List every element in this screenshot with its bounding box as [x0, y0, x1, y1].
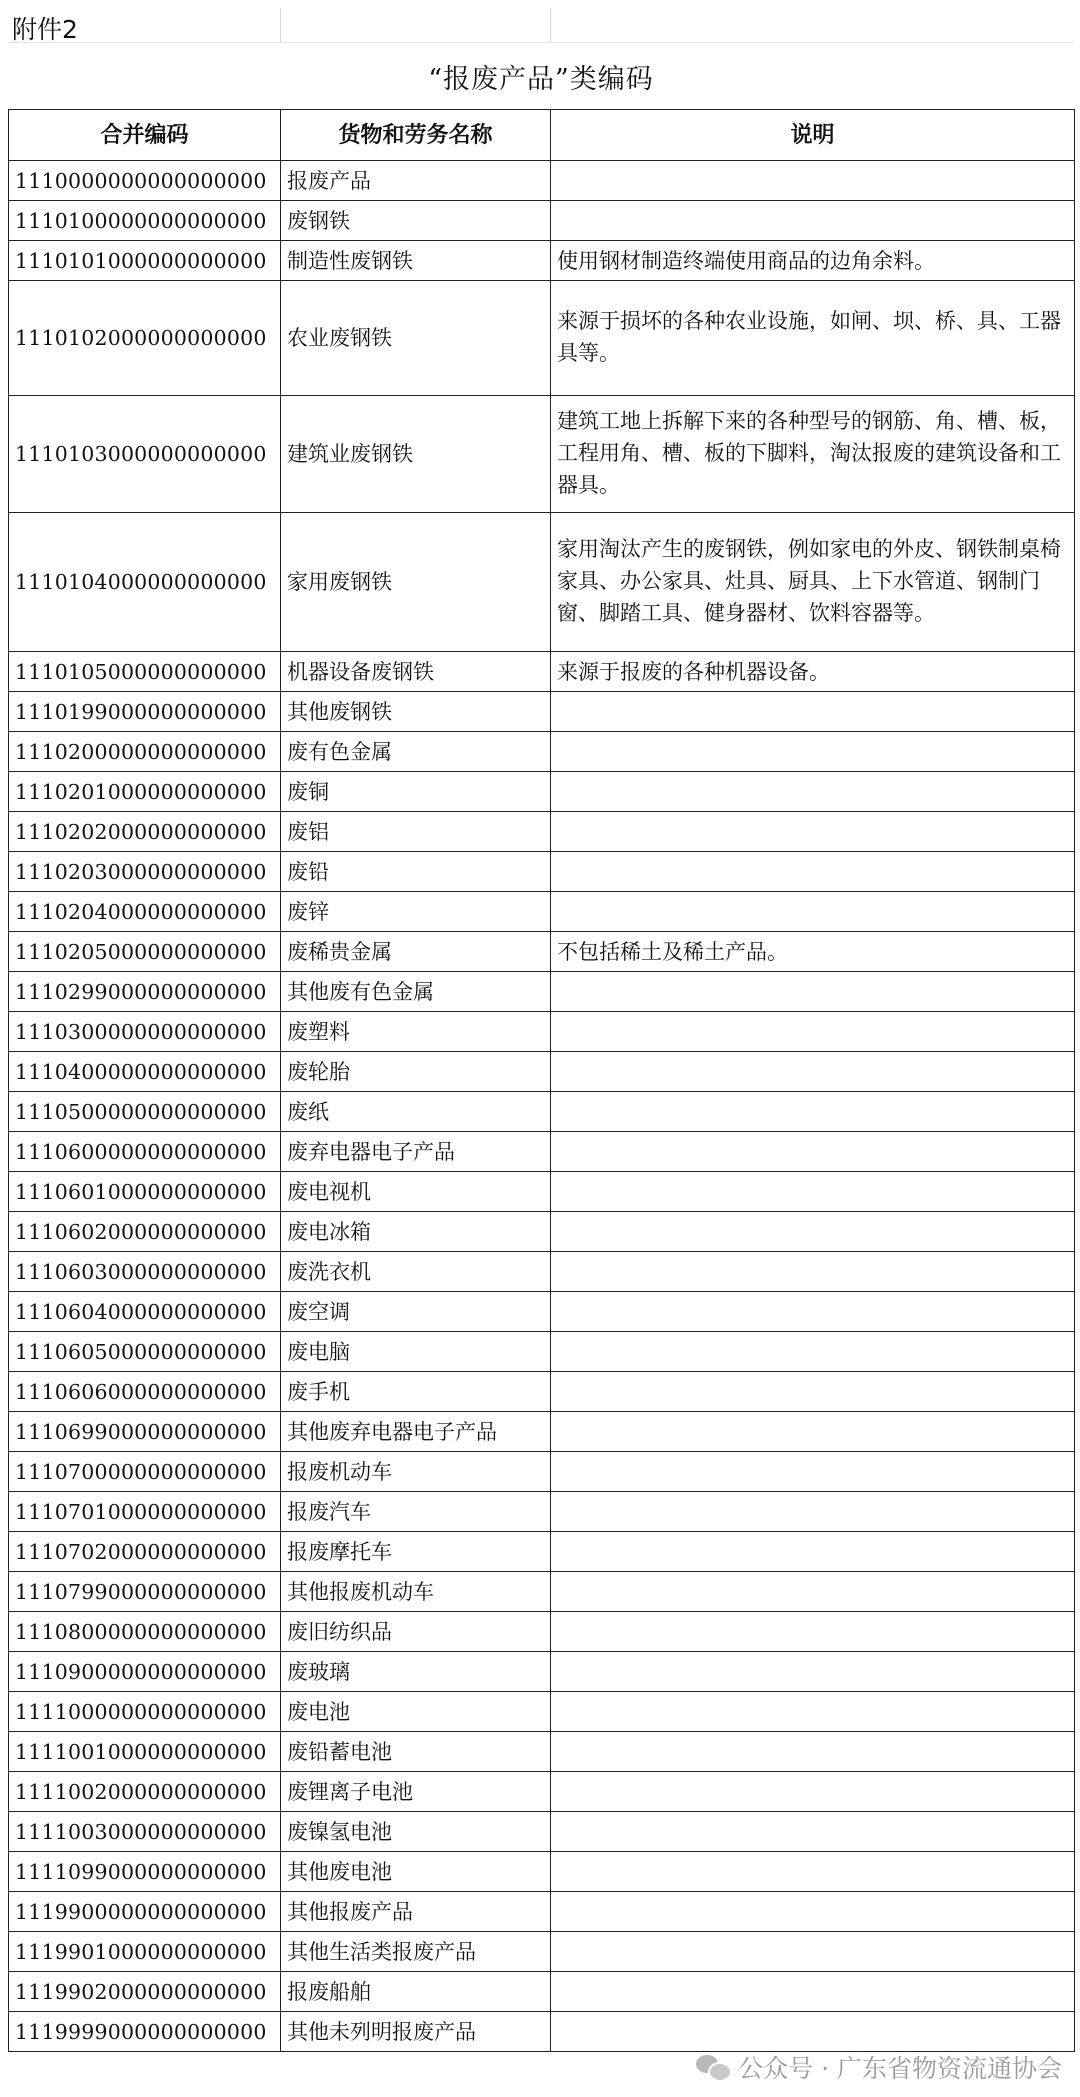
code-cell: 1119901000000000000 — [9, 1932, 281, 1972]
name-cell: 废玻璃 — [281, 1652, 551, 1692]
table-row — [9, 513, 1075, 652]
name-cell: 废空调 — [281, 1292, 551, 1332]
note-cell: 来源于损坏的各种农业设施，如闸、坝、桥、具、工器具等。 — [551, 281, 1075, 396]
note-cell — [551, 1412, 1075, 1452]
table-row — [9, 1812, 1075, 1852]
note-cell — [551, 972, 1075, 1012]
table-row — [9, 1172, 1075, 1212]
table-row — [9, 1012, 1075, 1052]
wechat-icon — [696, 2053, 730, 2081]
code-cell: 1111099000000000000 — [9, 1852, 281, 1892]
note-cell: 不包括稀土及稀土产品。 — [551, 932, 1075, 972]
name-cell: 废旧纺织品 — [281, 1612, 551, 1652]
code-cell: 1110702000000000000 — [9, 1532, 281, 1572]
name-cell: 废纸 — [281, 1092, 551, 1132]
name-cell: 其他废电池 — [281, 1852, 551, 1892]
table-row — [9, 1372, 1075, 1412]
table-row — [9, 1252, 1075, 1292]
code-cell: 1110604000000000000 — [9, 1292, 281, 1332]
header-row — [9, 110, 1075, 161]
note-cell — [551, 1492, 1075, 1532]
table-row — [9, 1572, 1075, 1612]
spreadsheet — [8, 8, 1074, 2052]
code-cell: 1111001000000000000 — [9, 1732, 281, 1772]
table-row — [9, 2012, 1075, 2052]
note-cell — [551, 1132, 1075, 1172]
cell-divider — [280, 8, 281, 42]
name-cell: 报废产品 — [281, 161, 551, 201]
name-cell: 其他报废机动车 — [281, 1572, 551, 1612]
name-cell: 报废摩托车 — [281, 1532, 551, 1572]
table-row — [9, 1932, 1075, 1972]
name-cell: 报废汽车 — [281, 1492, 551, 1532]
note-cell — [551, 892, 1075, 932]
table-row — [9, 1852, 1075, 1892]
table-row — [9, 732, 1075, 772]
name-cell: 报废船舶 — [281, 1972, 551, 2012]
name-cell: 废钢铁 — [281, 201, 551, 241]
name-cell: 机器设备废钢铁 — [281, 652, 551, 692]
code-cell: 1110300000000000000 — [9, 1012, 281, 1052]
note-cell — [551, 1012, 1075, 1052]
name-cell: 其他未列明报废产品 — [281, 2012, 551, 2052]
table-row — [9, 1652, 1075, 1692]
name-cell: 家用废钢铁 — [281, 513, 551, 652]
name-cell: 废塑料 — [281, 1012, 551, 1052]
table-row — [9, 1972, 1075, 2012]
note-cell — [551, 1892, 1075, 1932]
note-cell — [551, 1772, 1075, 1812]
name-cell: 报废机动车 — [281, 1452, 551, 1492]
name-cell: 废锂离子电池 — [281, 1772, 551, 1812]
code-cell: 1111002000000000000 — [9, 1772, 281, 1812]
code-cell: 1110701000000000000 — [9, 1492, 281, 1532]
code-cell: 1110799000000000000 — [9, 1572, 281, 1612]
code-cell: 1110204000000000000 — [9, 892, 281, 932]
name-cell: 其他废有色金属 — [281, 972, 551, 1012]
note-cell: 建筑工地上拆解下来的各种型号的钢筋、角、槽、板，工程用角、槽、板的下脚料，淘汰报废的建筑设备和工器具。 — [551, 396, 1075, 513]
name-cell: 其他废弃电器电子产品 — [281, 1412, 551, 1452]
note-cell — [551, 161, 1075, 201]
code-cell: 1110800000000000000 — [9, 1612, 281, 1652]
note-cell — [551, 1652, 1075, 1692]
note-cell — [551, 201, 1075, 241]
code-cell: 1110900000000000000 — [9, 1652, 281, 1692]
code-cell: 1110103000000000000 — [9, 396, 281, 513]
table-row — [9, 892, 1075, 932]
name-cell: 废镍氢电池 — [281, 1812, 551, 1852]
note-cell: 家用淘汰产生的废钢铁，例如家电的外皮、钢铁制桌椅家具、办公家具、灶具、厨具、上下水管道、钢制门窗、脚踏工具、健身器材、饮料容器等。 — [551, 513, 1075, 652]
cell-divider — [550, 8, 551, 42]
name-cell: 其他废钢铁 — [281, 692, 551, 732]
table-row — [9, 281, 1075, 396]
note-cell — [551, 1052, 1075, 1092]
note-cell — [551, 1572, 1075, 1612]
code-cell: 1110000000000000000 — [9, 161, 281, 201]
attachment-row — [8, 8, 1074, 42]
table-row — [9, 1092, 1075, 1132]
code-cell: 1110700000000000000 — [9, 1452, 281, 1492]
note-cell — [551, 852, 1075, 892]
code-cell: 1119900000000000000 — [9, 1892, 281, 1932]
note-cell — [551, 1972, 1075, 2012]
name-cell: 废铜 — [281, 772, 551, 812]
table-row — [9, 1212, 1075, 1252]
watermark — [696, 2049, 1062, 2085]
table-row — [9, 1132, 1075, 1172]
code-cell: 1110101000000000000 — [9, 241, 281, 281]
code-cell: 1110199000000000000 — [9, 692, 281, 732]
code-cell: 1110600000000000000 — [9, 1132, 281, 1172]
code-cell: 1110202000000000000 — [9, 812, 281, 852]
code-cell: 1110200000000000000 — [9, 732, 281, 772]
table-row — [9, 652, 1075, 692]
table-row — [9, 1772, 1075, 1812]
name-cell: 废铅 — [281, 852, 551, 892]
table-row — [9, 1612, 1075, 1652]
table-row — [9, 241, 1075, 281]
note-cell — [551, 1332, 1075, 1372]
name-cell: 废轮胎 — [281, 1052, 551, 1092]
code-cell: 1110102000000000000 — [9, 281, 281, 396]
code-cell: 1111003000000000000 — [9, 1812, 281, 1852]
table-row — [9, 1292, 1075, 1332]
table-row — [9, 1412, 1075, 1452]
name-cell: 废电脑 — [281, 1332, 551, 1372]
name-cell: 其他报废产品 — [281, 1892, 551, 1932]
note-cell — [551, 1692, 1075, 1732]
note-cell — [551, 1252, 1075, 1292]
name-cell: 废锌 — [281, 892, 551, 932]
table-row — [9, 1332, 1075, 1372]
header-name: 货物和劳务名称 — [281, 110, 551, 161]
code-cell: 1111000000000000000 — [9, 1692, 281, 1732]
code-cell: 1110603000000000000 — [9, 1252, 281, 1292]
note-cell — [551, 772, 1075, 812]
name-cell: 废弃电器电子产品 — [281, 1132, 551, 1172]
code-cell: 1110100000000000000 — [9, 201, 281, 241]
note-cell — [551, 1452, 1075, 1492]
name-cell: 废电视机 — [281, 1172, 551, 1212]
attachment-label: 附件2 — [12, 15, 78, 44]
table-row — [9, 692, 1075, 732]
note-cell: 使用钢材制造终端使用商品的边角余料。 — [551, 241, 1075, 281]
code-cell: 1110500000000000000 — [9, 1092, 281, 1132]
note-cell — [551, 1812, 1075, 1852]
code-cell: 1110104000000000000 — [9, 513, 281, 652]
code-cell: 1110400000000000000 — [9, 1052, 281, 1092]
note-cell — [551, 812, 1075, 852]
name-cell: 农业废钢铁 — [281, 281, 551, 396]
table-row — [9, 161, 1075, 201]
note-cell — [551, 1172, 1075, 1212]
note-cell — [551, 1932, 1075, 1972]
note-cell — [551, 1212, 1075, 1252]
code-cell: 1110699000000000000 — [9, 1412, 281, 1452]
note-cell — [551, 1612, 1075, 1652]
code-cell: 1110203000000000000 — [9, 852, 281, 892]
table-row — [9, 972, 1075, 1012]
code-table — [8, 109, 1075, 2052]
table-row — [9, 1452, 1075, 1492]
table-row — [9, 1692, 1075, 1732]
name-cell: 废手机 — [281, 1372, 551, 1412]
table-row — [9, 201, 1075, 241]
table-row — [9, 1492, 1075, 1532]
note-cell — [551, 1092, 1075, 1132]
name-cell: 废电冰箱 — [281, 1212, 551, 1252]
note-cell: 来源于报废的各种机器设备。 — [551, 652, 1075, 692]
table-row — [9, 1892, 1075, 1932]
note-cell — [551, 1852, 1075, 1892]
name-cell: 建筑业废钢铁 — [281, 396, 551, 513]
name-cell: 废铅蓄电池 — [281, 1732, 551, 1772]
table-row — [9, 772, 1075, 812]
table-row — [9, 396, 1075, 513]
note-cell — [551, 1372, 1075, 1412]
code-cell: 1119999000000000000 — [9, 2012, 281, 2052]
table-row — [9, 932, 1075, 972]
code-cell: 1119902000000000000 — [9, 1972, 281, 2012]
note-cell — [551, 2012, 1075, 2052]
note-cell — [551, 732, 1075, 772]
note-cell — [551, 1532, 1075, 1572]
code-cell: 1110201000000000000 — [9, 772, 281, 812]
note-cell — [551, 692, 1075, 732]
name-cell: 废稀贵金属 — [281, 932, 551, 972]
note-cell — [551, 1732, 1075, 1772]
header-code: 合并编码 — [9, 110, 281, 161]
code-cell: 1110605000000000000 — [9, 1332, 281, 1372]
table-row — [9, 812, 1075, 852]
table-row — [9, 852, 1075, 892]
code-cell: 1110601000000000000 — [9, 1172, 281, 1212]
code-cell: 1110205000000000000 — [9, 932, 281, 972]
table-row — [9, 1532, 1075, 1572]
name-cell: 废洗衣机 — [281, 1252, 551, 1292]
code-cell: 1110105000000000000 — [9, 652, 281, 692]
name-cell: 废有色金属 — [281, 732, 551, 772]
name-cell: 废铝 — [281, 812, 551, 852]
code-cell: 1110299000000000000 — [9, 972, 281, 1012]
table-title: “报废产品”类编码 — [8, 42, 1074, 109]
code-cell: 1110606000000000000 — [9, 1372, 281, 1412]
watermark-text: 公众号 · 广东省物资流通协会 — [738, 2054, 1062, 2083]
name-cell: 其他生活类报废产品 — [281, 1932, 551, 1972]
note-cell — [551, 1292, 1075, 1332]
name-cell: 废电池 — [281, 1692, 551, 1732]
table-row — [9, 1732, 1075, 1772]
table-row — [9, 1052, 1075, 1092]
code-cell: 1110602000000000000 — [9, 1212, 281, 1252]
header-note: 说明 — [551, 110, 1075, 161]
name-cell: 制造性废钢铁 — [281, 241, 551, 281]
